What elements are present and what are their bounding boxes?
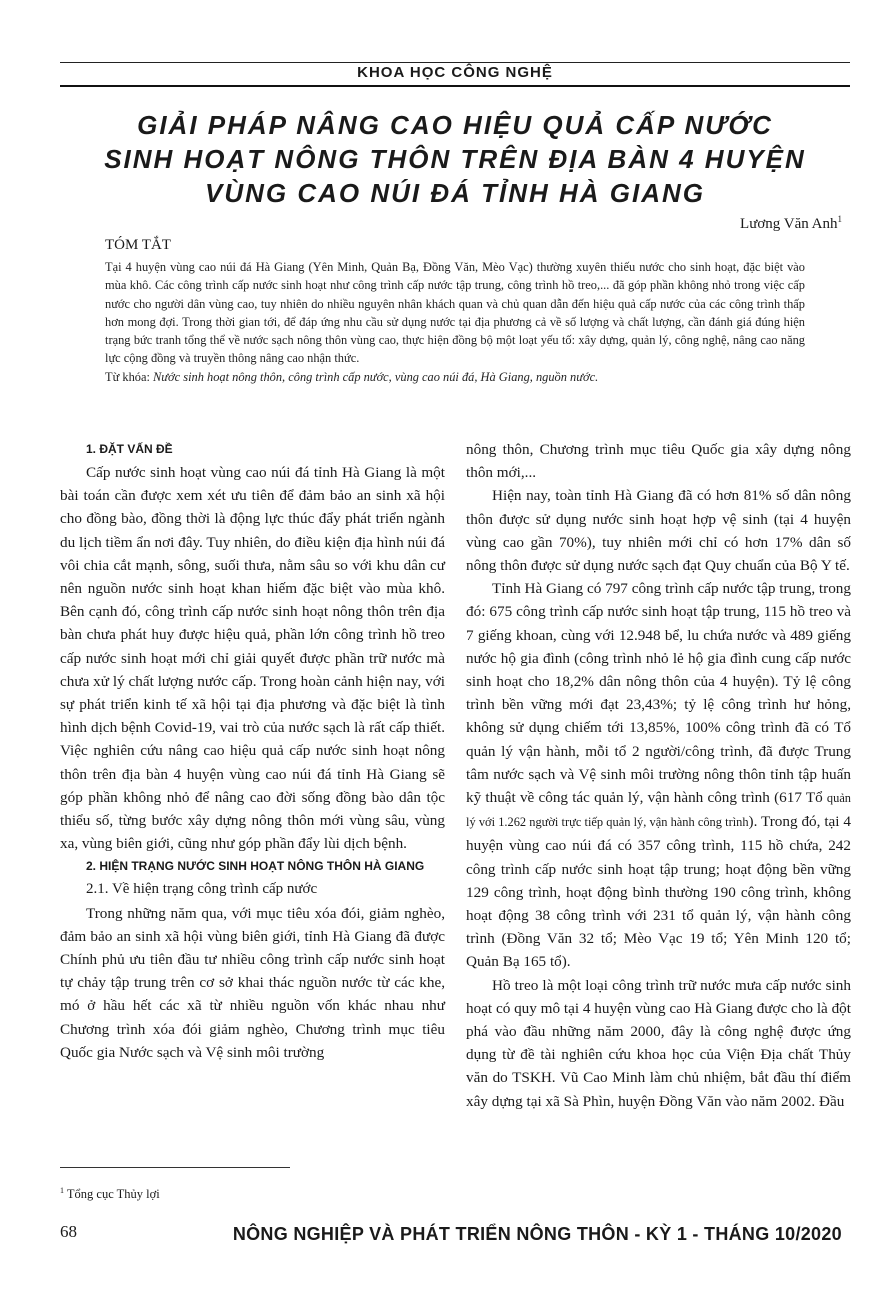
footnote — [60, 1186, 160, 1202]
author-name: Lương Văn Anh — [740, 216, 838, 232]
journal-footer: NÔNG NGHIỆP VÀ PHÁT TRIỂN NÔNG THÔN - KỲ 1 - THÁNG 10/2020 — [232, 1224, 842, 1244]
keywords-text: Nước sinh hoạt nông thôn, công trình cấp nước, vùng cao núi đá, Hà Giang, nguồn nước. — [153, 369, 599, 384]
section-1-paragraph: Cấp nước sinh hoạt vùng cao núi đá tỉnh Hà Giang là một bài toán cần được xem xét ưu tiên để đảm bảo an sinh xã hội cho đồng bào, đồng thời là động lực thúc đẩy phát triển ngành du lịch tiềm ẩn nơi đây. Tuy nhiên, do điều kiện địa hình núi đá vôi chia cắt mạnh, sông, suối thưa, nằm sâu so với khu dân cư nên nguồn nước sinh hoạt khan hiếm đặc biệt vào mùa khô. Bên cạnh đó, công trình cấp nước sinh hoạt nông thôn trên địa bàn chưa phát huy được hiệu quả, phần lớn công trình hồ treo cấp nước sinh hoạt mới chỉ giải quyết được phần trữ nước mà chưa xử lý chất lượng nước cấp. Trong hoàn cảnh hiện nay, với sự phát triển kinh tế xã hội tại địa phương và đặc biệt là tình hình dịch bệnh Covid-19, vai trò của nước sạch là rất cấp thiết. Việc nghiên cứu nâng cao hiệu quả cấp nước sinh hoạt nông thôn trên địa bàn 4 huyện vùng cao núi đá tỉnh Hà Giang sẽ góp phần không nhỏ để nâng cao đời sống đồng bào dân tộc thiểu số, từng bước xây dựng nông thôn mới vùng sâu, vùng xa, vùng biên giới, cũng như góp phần đẩy lùi dịch bệnh. — [60, 464, 446, 853]
header-rule-top — [60, 62, 850, 63]
right-column — [466, 438, 851, 1113]
right-paragraph-1: Hiện nay, toàn tỉnh Hà Giang đã có hơn 81% số dân nông thôn được sử dụng nước sinh hoạt hợp vệ sinh (tại 4 huyện vùng cao gần 70%), tuy nhiên mới chỉ có hơn 17% dân số nông thôn được sử dụng nước sạch đạt Quy chuẩn của Bộ Y tế. — [466, 487, 851, 575]
left-column — [60, 438, 445, 1064]
section-1-title: 1. ĐẶT VẤN ĐỀ — [86, 442, 173, 456]
abstract-text: Tại 4 huyện vùng cao núi đá Hà Giang (Yên Minh, Quản Bạ, Đồng Văn, Mèo Vạc) thường xuyên thiếu nước cho sinh hoạt, đặc biệt vào mùa khô. Các công trình cấp nước sinh hoạt như công trình cấp nước tập trung, công trình hồ treo,... đã góp phần không nhỏ trong việc cấp nước cho người dân vùng cao, tuy nhiên do nhiều nguyên nhân khách quan và chủ quan dẫn đến hiệu quả cấp nước của các công trình thấp hơn mong đợi. Trong thời gian tới, để đáp ứng nhu cầu sử dụng nước tại địa phương cả về số lượng và chất lượng, cần đánh giá đúng hiện trạng bức tranh tổng thể về nước sạch nông thôn vùng cao, thực hiện đồng bộ một loạt yếu tố: xây dựng, quản lý, công nghệ, nâng cao năng lực cộng đồng và truyền thông nâng cao nhận thức. — [105, 260, 805, 366]
title-line-1: GIẢI PHÁP NÂNG CAO HIỆU QUẢ CẤP NƯỚC — [137, 110, 773, 140]
section-header: KHOA HỌC CÔNG NGHỆ — [357, 64, 553, 81]
header-rule-bottom — [60, 85, 850, 87]
right-paragraph-2a: Tỉnh Hà Giang có 797 công trình cấp nước tập trung, trong đó: 675 công trình cấp nước sinh hoạt tập trung, 115 hồ treo và 7 giếng khoan, cùng với 12.948 bể, lu chứa nước và 489 giếng nước hộ gia đình (công trình nhỏ lẻ hộ gia đình cung cấp nước sinh hoạt cho 18,2% dân nông thôn của 4 huyện). Tỷ lệ công trình bền vững mới đạt 23,43%; tỷ lệ công trình hư hỏng, không sử dụng chiếm tới 13,85%, 100% công trình đã có Tổ quản lý vận hành, mỗi tổ 2 người/công trình, đã được Trung tâm nước sạch và Vệ sinh môi trường nông thôn tỉnh tập huấn kỹ thuật về công tác quản lý, vận hành công trình (617 Tổ — [466, 580, 851, 807]
author — [740, 214, 842, 233]
footnote-rule — [60, 1167, 290, 1168]
right-paragraph-continued: nông thôn, Chương trình mục tiêu Quốc gia xây dựng nông thôn mới,... — [466, 441, 851, 482]
keywords-label: Từ khóa: — [105, 369, 150, 384]
section-2-1-title: 2.1. Về hiện trạng công trình cấp nước — [86, 881, 318, 898]
right-paragraph-3: Hồ treo là một loại công trình trữ nước mưa cấp nước sinh hoạt có quy mô tại 4 huyện vùng cao Hà Giang được cho là đột phá vào đầu những năm 2000, đây là công nghệ được ứng dụng từ đề tài nghiên cứu khoa học của Viện Địa chất Thủy văn do TSKH. Vũ Cao Minh làm chủ nhiệm, bắt đầu thí điểm xây dựng tại xã Sà Phìn, huyện Đồng Văn vào năm 2002. Đầu — [466, 976, 851, 1110]
right-paragraph-2b: quản lý với 1.262 người trực tiếp quản lý, vận hành công trình — [466, 791, 852, 830]
article-title — [60, 108, 850, 210]
author-footnote-mark: 1 — [837, 214, 842, 224]
footnote-mark: 1 — [60, 1186, 64, 1195]
keywords — [105, 368, 805, 386]
page-number: 68 — [60, 1222, 77, 1241]
abstract — [105, 258, 805, 386]
title-line-3: VÙNG CAO NÚI ĐÁ TỈNH HÀ GIANG — [205, 178, 705, 208]
abstract-heading: TÓM TẮT — [105, 237, 171, 253]
footnote-text: Tổng cục Thủy lợi — [66, 1187, 160, 1202]
section-2-title: 2. HIỆN TRẠNG NƯỚC SINH HOẠT NÔNG THÔN HÀ GIANG — [86, 859, 425, 874]
title-line-2: SINH HOẠT NÔNG THÔN TRÊN ĐỊA BÀN 4 HUYỆN — [104, 144, 806, 174]
right-paragraph-2 — [466, 577, 851, 973]
right-paragraph-2c: ). Trong đó, tại 4 huyện vùng cao núi đá có 357 công trình, 115 hồ chứa, 242 công trình cấp nước sinh hoạt tập trung; hoạt động bền vững 129 công trình, hoạt động bình thường 190 công trình, không hoạt động 38 công trình với 231 tổ quản lý, vận hành công trình (Đồng Văn 32 tổ; Mèo Vạc 19 tổ; Yên Minh 120 tổ; Quản Bạ 165 tổ). — [466, 813, 852, 971]
section-2-1-paragraph: Trong những năm qua, với mục tiêu xóa đói, giảm nghèo, đảm bảo an sinh xã hội vùng biên giới, tỉnh Hà Giang đã được Chính phủ ưu tiên đầu tư nhiều công trình cấp nước sinh hoạt tự chảy tập trung trên cơ sở khai thác nguồn nước từ các khe, mó ở hầu hết các xã từ nhiều nguồn vốn khác nhau như Chương trình xóa đói giảm nghèo, Chương trình mục tiêu Quốc gia Nước sạch và Vệ sinh môi trường — [60, 904, 445, 1061]
